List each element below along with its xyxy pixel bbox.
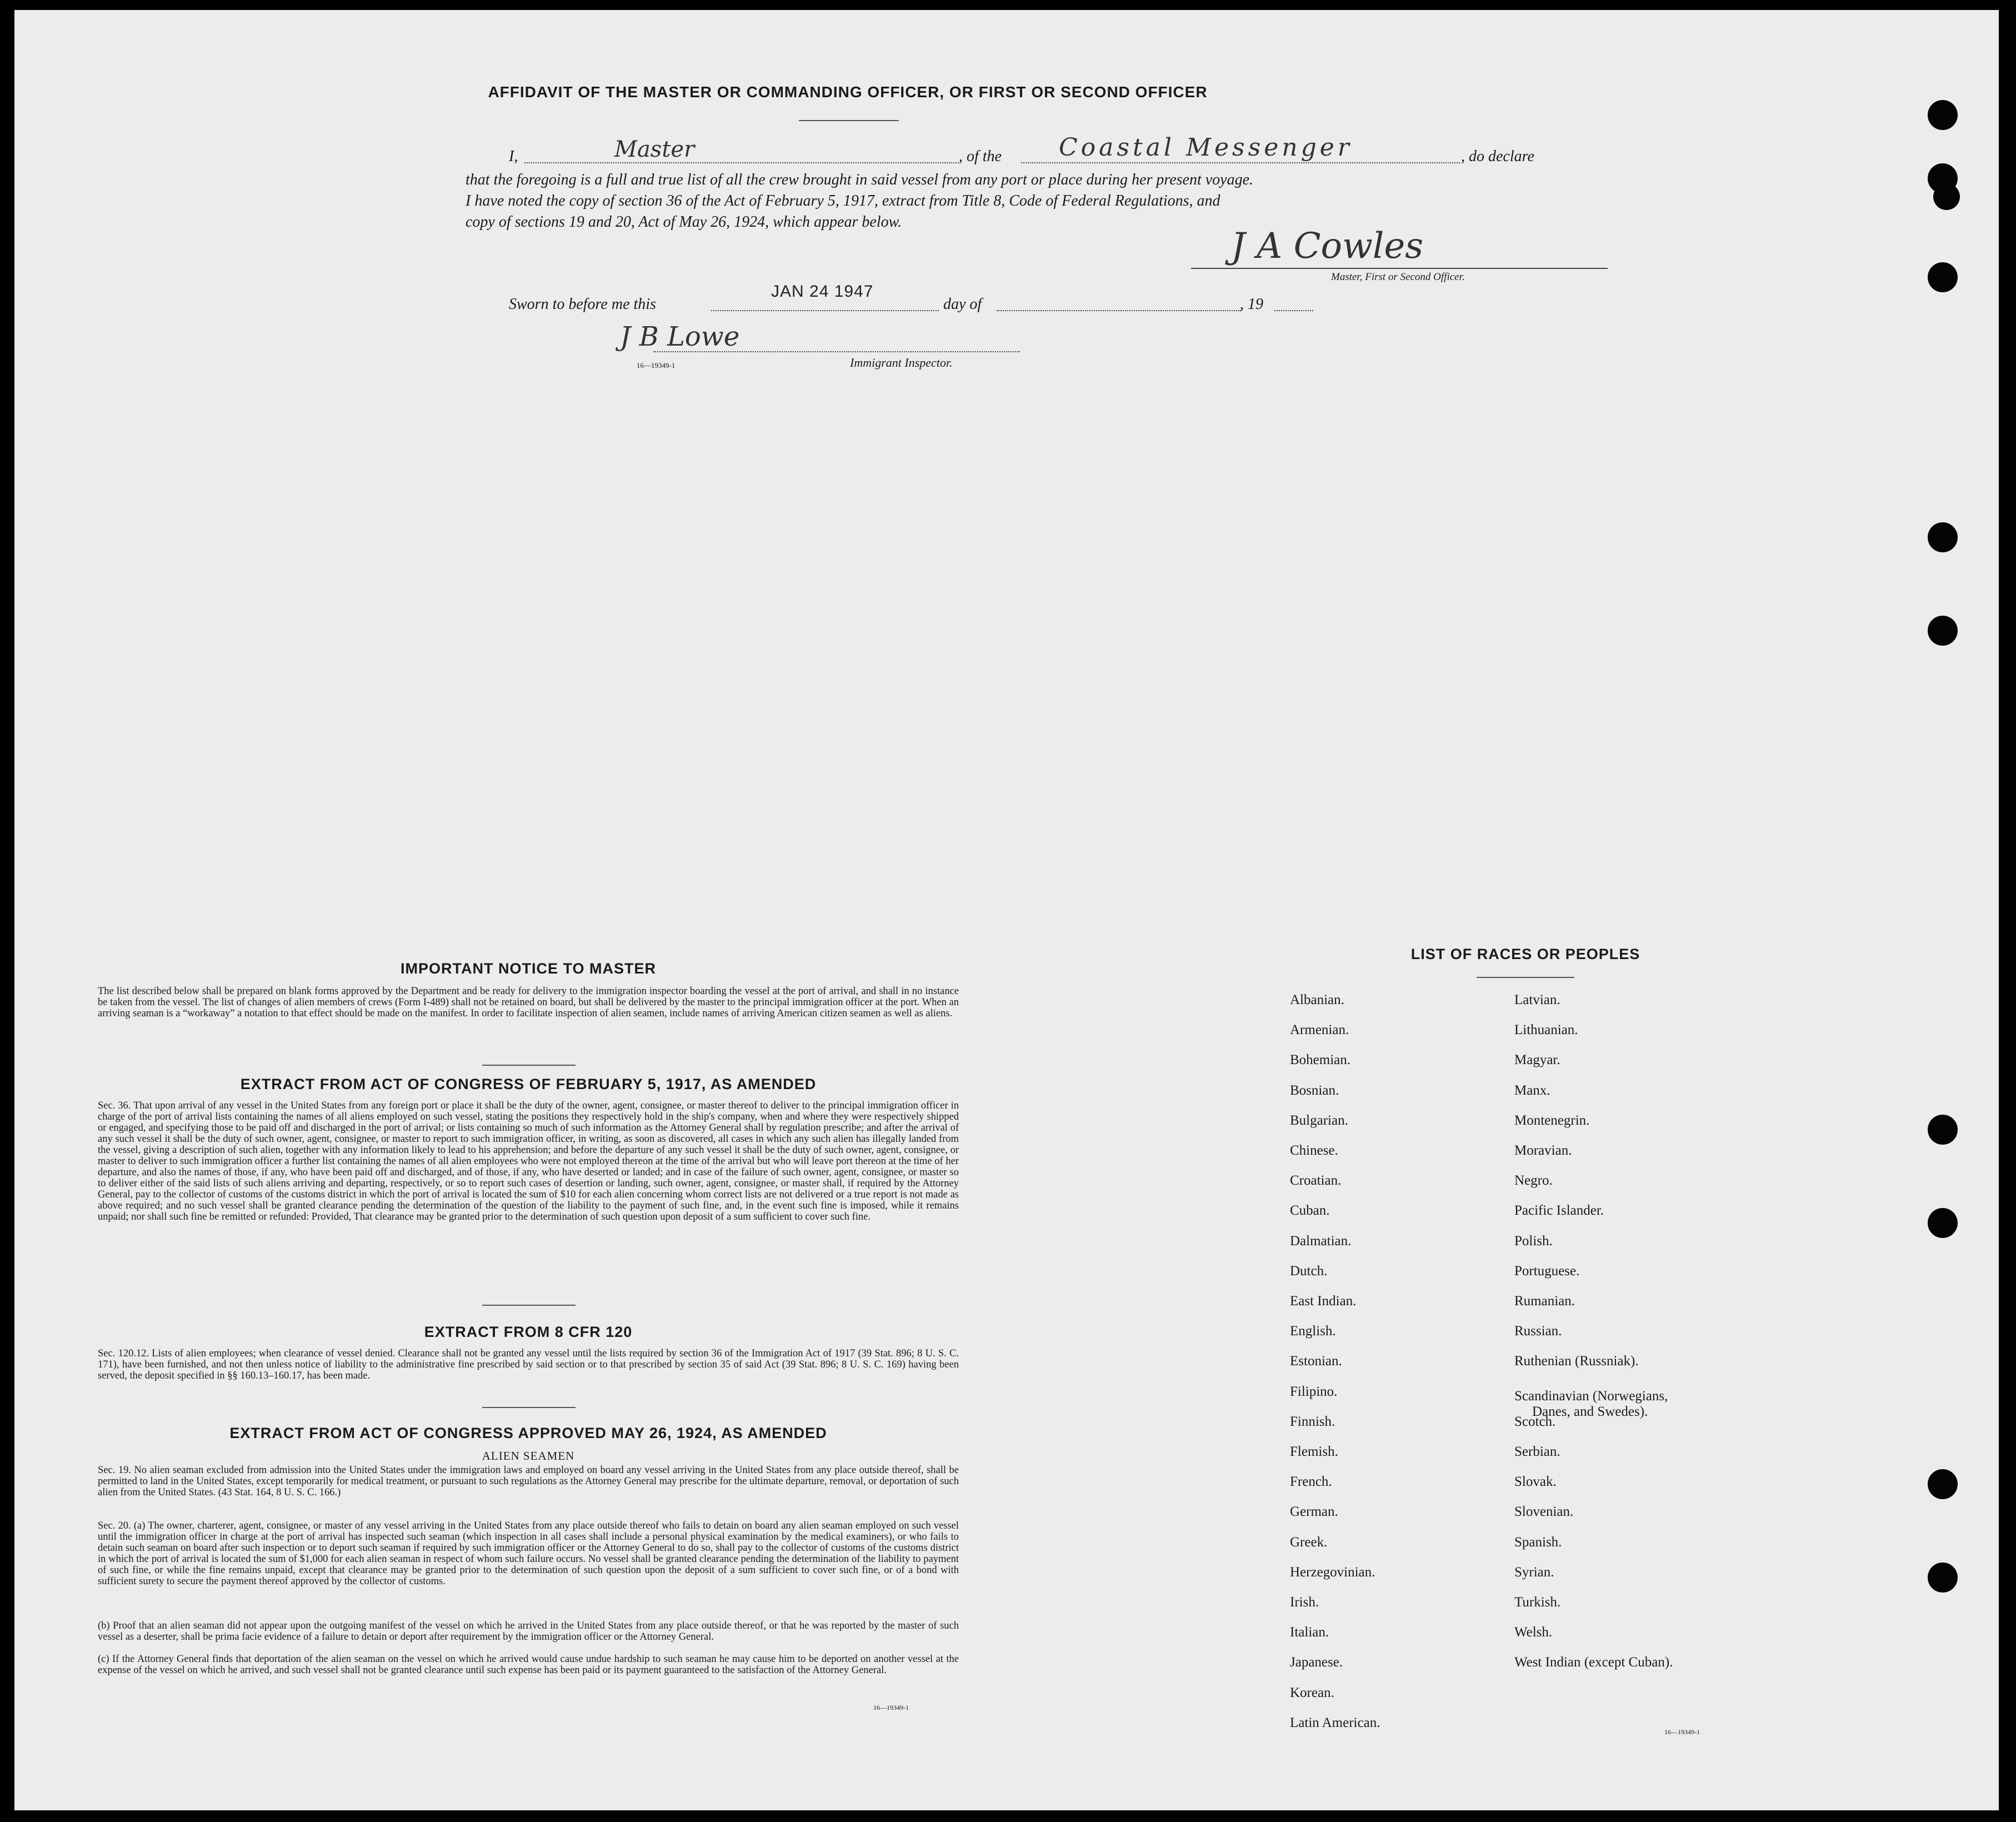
punch-hole bbox=[1928, 1563, 1958, 1593]
race-item: West Indian (except Cuban). bbox=[1514, 1655, 1673, 1670]
race-item: Pacific Islander. bbox=[1514, 1203, 1604, 1219]
signature-line bbox=[1191, 268, 1608, 269]
year-line bbox=[1274, 310, 1313, 311]
race-item: Rumanian. bbox=[1514, 1294, 1575, 1309]
vessel-handwritten: Coastal Messenger bbox=[1059, 133, 1353, 162]
race-item: Flemish. bbox=[1290, 1444, 1338, 1459]
affidavit-line-1: that the foregoing is a full and true list of all the crew brought in said vessel from any port or place during her present voyage. bbox=[466, 171, 1254, 188]
divider bbox=[482, 1407, 576, 1408]
race-item: Croatian. bbox=[1290, 1173, 1342, 1189]
date-stamp: JAN 24 1947 bbox=[771, 282, 874, 301]
race-item: Lithuanian. bbox=[1514, 1022, 1578, 1038]
sworn-date-line bbox=[711, 310, 939, 311]
race-item: Bulgarian. bbox=[1290, 1112, 1348, 1128]
race-item: Irish. bbox=[1290, 1595, 1319, 1610]
race-item: Estonian. bbox=[1290, 1354, 1342, 1369]
race-item: Slovak. bbox=[1514, 1474, 1557, 1490]
race-item: Polish. bbox=[1514, 1233, 1553, 1249]
race-item: Negro. bbox=[1514, 1173, 1553, 1189]
race-item: Magyar. bbox=[1514, 1052, 1560, 1068]
race-item: Slovenian. bbox=[1514, 1504, 1574, 1520]
race-item: Dutch. bbox=[1290, 1263, 1328, 1279]
punch-hole bbox=[1928, 1115, 1958, 1145]
race-item: Albanian. bbox=[1290, 992, 1344, 1007]
rank-handwritten: Master bbox=[614, 137, 695, 162]
race-item: Serbian. bbox=[1514, 1444, 1560, 1459]
extract-1924-sec20a: Sec. 20. (a) The owner, charterer, agent, consignee, or master of any vessel arriving in the United States from any place outside thereof who fails to detain on board any alien seaman employed on such vessel until the immigration officer in charge at the port of arrival has inspected such seaman (which inspection in all cases shall include a personal physical examination by the medical examiners), or who fails to detain such seaman on board after such inspection or to deport such seaman if required by such immigration officer or the Attorney General to do so, shall pay to the collector of customs of the customs district in which the port of arrival is located the sum of $1,000 for each alien seaman in respect of whom such failure occurs. No vessel shall be granted clearance pending the determination of the liability to payment of such fine, or while the fine remains unpaid, except that clearance may be granted prior to the determination of such question upon the deposit of a sum sufficient to cover such fine, or of a bond with sufficient surety to secure the payment thereof approved by the collector of customs. bbox=[98, 1520, 959, 1587]
of-the-label: , of the bbox=[959, 148, 1002, 165]
race-item: Syrian. bbox=[1514, 1564, 1554, 1580]
race-item: Japanese. bbox=[1290, 1655, 1343, 1670]
i-label: I, bbox=[509, 148, 518, 165]
notice-title: IMPORTANT NOTICE TO MASTER bbox=[401, 960, 656, 977]
race-item: Finnish. bbox=[1290, 1414, 1335, 1429]
extract-1924-sec20b: (b) Proof that an alien seaman did not appear upon the outgoing manifest of the vessel on which he arrived in the United States from any place outside thereof, or that he was reported by the master of such vessel as a deserter, shall be prima facie evidence of a failure to detain or deport after requirement by the immigration officer or the Attorney General. bbox=[98, 1620, 959, 1643]
extract-1924-sec19: Sec. 19. No alien seaman excluded from admission into the United States under the immigration laws and employed on board any vessel arriving in the United States from any place outside thereof, shall be permitted to land in the United States, except temporarily for medical treatment, or pursuant to such regulations as the Attorney General may prescribe for the ultimate departure, removal, or deportation of such alien from the United States. (43 Stat. 164, 8 U. S. C. 166.) bbox=[98, 1465, 959, 1498]
race-item: Dalmatian. bbox=[1290, 1233, 1352, 1249]
race-item: Chinese. bbox=[1290, 1143, 1338, 1158]
race-item: Cuban. bbox=[1290, 1203, 1330, 1219]
punch-hole bbox=[1928, 1208, 1958, 1238]
races-form-number: 16—19349-1 bbox=[1664, 1728, 1700, 1736]
race-item: Herzegovinian. bbox=[1290, 1564, 1375, 1580]
races-title: LIST OF RACES OR PEOPLES bbox=[1410, 946, 1640, 962]
race-item: Spanish. bbox=[1514, 1534, 1562, 1550]
race-item: English. bbox=[1290, 1324, 1336, 1339]
punch-hole bbox=[1928, 522, 1958, 552]
race-item: Welsh. bbox=[1514, 1625, 1553, 1640]
punch-hole bbox=[1928, 1469, 1958, 1499]
race-item: Scotch. bbox=[1514, 1414, 1556, 1429]
race-item: Korean. bbox=[1290, 1685, 1334, 1700]
race-item: Greek. bbox=[1290, 1534, 1328, 1550]
divider bbox=[482, 1305, 576, 1306]
master-signature: J A Cowles bbox=[1231, 226, 1424, 267]
race-item: Montenegrin. bbox=[1514, 1112, 1590, 1128]
extract-1924-sec20c: (c) If the Attorney General finds that deportation of the alien seaman on the vessel on which he arrived would cause undue hardship to such seaman he may cause him to be deported on another vessel at the expense of the vessel on which he arrived, and such vessel shall not be granted clearance until such expense has been paid or its payment guaranteed to the satisfaction of the Attorney General. bbox=[98, 1654, 959, 1676]
punch-hole bbox=[1928, 100, 1958, 130]
signature-caption: Master, First or Second Officer. bbox=[1331, 271, 1465, 283]
race-item: Latvian. bbox=[1514, 992, 1560, 1007]
affidavit-line-2: I have noted the copy of section 36 of the Act of February 5, 1917, extract from Title 8, Code of Federal Regulations, and bbox=[466, 192, 1220, 209]
punch-hole bbox=[1928, 262, 1958, 292]
affidavit-form-number: 16—19349-1 bbox=[637, 361, 676, 370]
race-item: Bosnian. bbox=[1290, 1082, 1339, 1098]
day-of-label: day of bbox=[943, 296, 982, 313]
inspector-signature: J B Lowe bbox=[620, 321, 740, 352]
extract-1917-text: Sec. 36. That upon arrival of any vessel in the United States from any foreign port or place it shall be the duty of the owner, agent, consignee, or master thereof to deliver to the principal immigration officer in charge of the port of arrival lists containing the names of all aliens employed on such vessel, stating the positions they respectively hold in the ship's company, when and where they were respectively shipped or engaged, and specifying those to be paid off and discharged in the port of arrival; or lists containing so much of such information as the Attorney General shall by regulation prescribe; and after the arrival of any such vessel it shall be the duty of such owner, agent, consignee, or master to report to such immigration officer, in writing, as soon as discovered, all cases in which any such alien has illegally landed from the vessel, giving a description of such alien, together with any information likely to lead to his apprehension; and before the departure of any such vessel it shall be the duty of such owner, agent, consignee, or master to deliver to such immigration officer a further list containing the names of all alien employees who were not employed thereon at the time of the arrival but who will leave port thereon at the time of her departure, and also the names of those, if any, who have been paid off and discharged, and of those, if any, who have deserted or landed; and in case of the failure of such owner, agent, consignee, or master so to deliver either of the said lists of such aliens arriving and departing, respectively, or so to report such cases of desertion or landing, such owner, agent, consignee, or master shall, if required by the Attorney General, pay to the collector of customs of the customs district in which the port of arrival is located the sum of $10 for each alien concerning whom correct lists are not delivered or a true report is not made as above required; and no such vessel shall be granted clearance pending the determination of the question of the liability to the payment of such fine, and, in the event such fine is imposed, while it remains unpaid; nor shall such fine be remitted or refunded: Provided, That clearance may be granted prior to the determination of such question upon deposit of a sum sufficient to cover such fine. bbox=[98, 1100, 959, 1222]
race-item: Bohemian. bbox=[1290, 1052, 1351, 1068]
race-item: Scandinavian (Norwegians, bbox=[1514, 1388, 1668, 1404]
do-declare-label: , do declare bbox=[1461, 148, 1534, 165]
inspector-caption: Immigrant Inspector. bbox=[850, 356, 953, 370]
race-item: Filipino. bbox=[1290, 1384, 1338, 1399]
race-item: Ruthenian (Russniak). bbox=[1514, 1354, 1639, 1369]
extract-1917-title: EXTRACT FROM ACT OF CONGRESS OF FEBRUARY 5, 1917, AS AMENDED bbox=[240, 1076, 817, 1092]
race-item: East Indian. bbox=[1290, 1294, 1357, 1309]
document-sheet bbox=[14, 10, 1999, 1810]
extract-1924-subtitle: ALIEN SEAMEN bbox=[482, 1449, 575, 1462]
inspector-line bbox=[653, 351, 1020, 352]
race-item: Danes, and Swedes). bbox=[1532, 1404, 1648, 1419]
vessel-field-line bbox=[1021, 162, 1460, 163]
race-item: French. bbox=[1290, 1474, 1332, 1490]
year-label: , 19 bbox=[1240, 296, 1263, 313]
affidavit-line-3: copy of sections 19 and 20, Act of May 26, 1924, which appear below. bbox=[466, 213, 902, 231]
race-item: Turkish. bbox=[1514, 1595, 1561, 1610]
rank-field-line bbox=[524, 162, 959, 163]
extract-1924-title: EXTRACT FROM ACT OF CONGRESS APPROVED MAY 26, 1924, AS AMENDED bbox=[229, 1425, 827, 1441]
extract-cfr-text: Sec. 120.12. Lists of alien employees; when clearance of vessel denied. Clearance shall not be granted any vessel until the lists required by section 36 of the Immigration Act of 1917 (39 Stat. 896; 8 U. S. C. 171), have been furnished, and not then unless notice of liability to the administrative fine prescribed by said section or to that prescribed by section 35 of said Act (39 Stat. 896; 8 U. S. C. 169) having been served, the deposit specified in §§ 160.13–160.17, has been made. bbox=[98, 1348, 959, 1381]
extract-cfr-title: EXTRACT FROM 8 CFR 120 bbox=[424, 1324, 633, 1340]
sworn-label: Sworn to before me this bbox=[509, 296, 656, 313]
race-item: Portuguese. bbox=[1514, 1263, 1580, 1279]
affidavit-line-0 bbox=[509, 148, 518, 166]
divider bbox=[799, 120, 899, 121]
divider bbox=[1477, 977, 1574, 978]
extract-form-number: 16—19349-1 bbox=[873, 1704, 909, 1711]
race-item: Manx. bbox=[1514, 1082, 1550, 1098]
race-item: Moravian. bbox=[1514, 1143, 1572, 1158]
race-item: Armenian. bbox=[1290, 1022, 1349, 1038]
punch-hole bbox=[1933, 183, 1960, 210]
race-item: Latin American. bbox=[1290, 1715, 1380, 1730]
notice-text: The list described below shall be prepared on blank forms approved by the Department and be ready for delivery to the immigration inspector boarding the vessel at the port of arrival, and shall in no instance be taken from the vessel. The list of changes of alien members of crews (Form I-489) shall not be retained on board, but shall be delivered by the master to the principal immigration officer at the port. When an arriving seaman is a “workaway” a notation to that effect should be made on the manifest. In order to facilitate inspection of alien seamen, include names of arriving American citizen seamen as well as aliens. bbox=[98, 986, 959, 1019]
affidavit-title: AFFIDAVIT OF THE MASTER OR COMMANDING OFFICER, OR FIRST OR SECOND OFFICER bbox=[488, 83, 1208, 101]
race-item: Russian. bbox=[1514, 1324, 1562, 1339]
race-item: German. bbox=[1290, 1504, 1338, 1520]
punch-hole bbox=[1928, 616, 1958, 646]
month-line bbox=[997, 310, 1241, 311]
divider bbox=[482, 1065, 576, 1066]
race-item: Italian. bbox=[1290, 1625, 1329, 1640]
